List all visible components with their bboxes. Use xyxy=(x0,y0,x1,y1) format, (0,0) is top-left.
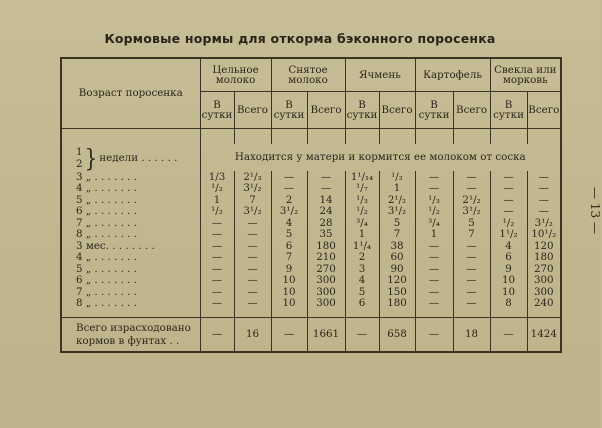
row-value: — xyxy=(490,171,527,183)
header-total: Всего xyxy=(379,92,415,129)
row-value: — xyxy=(200,252,234,264)
row-value: — xyxy=(415,286,453,298)
row-value: ¹/₂ xyxy=(415,206,453,218)
total-value: 1424 xyxy=(527,318,561,353)
row-value: 5 xyxy=(453,217,490,229)
row-value: — xyxy=(415,275,453,287)
row-value: 6 xyxy=(490,252,527,264)
header-group-potato: Картофель xyxy=(415,58,490,92)
page-title: Кормовые нормы для откорма бэконного поросенка xyxy=(104,31,496,46)
row-age: 3 „ . . . . . . . xyxy=(61,171,200,183)
row-value: ¹/₇ xyxy=(345,183,379,195)
row-value: 10 xyxy=(271,286,307,298)
total-value: — xyxy=(345,318,379,353)
total-value: — xyxy=(200,318,234,353)
row-value: 180 xyxy=(379,298,415,310)
table-row xyxy=(61,298,561,310)
header-per-day: В сутки xyxy=(200,92,234,129)
header-per-day: В сутки xyxy=(345,92,379,129)
row-value: — xyxy=(200,240,234,252)
row-value: — xyxy=(453,240,490,252)
table-row xyxy=(61,240,561,252)
row-value: 3¹/₂ xyxy=(453,206,490,218)
row-value: 1/3 xyxy=(200,171,234,183)
row-value: — xyxy=(415,252,453,264)
row-value: 180 xyxy=(527,252,561,264)
table-row xyxy=(61,275,561,287)
table-row xyxy=(61,263,561,275)
weeks-age-cell: 1 2 } недели . . . . . . xyxy=(61,144,200,171)
row-value: 180 xyxy=(307,240,345,252)
row-age: 5 „ . . . . . . . xyxy=(61,263,200,275)
row-value: 24 xyxy=(307,206,345,218)
row-value: — xyxy=(490,206,527,218)
row-value: — xyxy=(200,217,234,229)
row-value: — xyxy=(453,298,490,310)
row-value: 270 xyxy=(307,263,345,275)
row-value: 3¹/₂ xyxy=(379,206,415,218)
table-row xyxy=(61,194,561,206)
row-value: 3¹/₂ xyxy=(234,206,271,218)
row-value: 3¹/₂ xyxy=(234,183,271,195)
row-value: — xyxy=(453,263,490,275)
spacer-row xyxy=(61,309,561,318)
table-row xyxy=(61,206,561,218)
row-value: 2¹/₃ xyxy=(234,171,271,183)
total-value: 18 xyxy=(453,318,490,353)
table-row xyxy=(61,286,561,298)
spacer-row xyxy=(61,129,561,145)
row-value: 10 xyxy=(490,286,527,298)
row-age: 7 „ . . . . . . . xyxy=(61,286,200,298)
total-label: Всего израсходовано кормов в фунтах . . xyxy=(61,318,200,353)
row-value: — xyxy=(490,194,527,206)
row-value: 9 xyxy=(490,263,527,275)
row-value: — xyxy=(453,275,490,287)
row-value: 1¹/₄ xyxy=(345,240,379,252)
row-value: 2¹/₂ xyxy=(453,194,490,206)
row-value: ³/₄ xyxy=(345,217,379,229)
total-value: — xyxy=(415,318,453,353)
header-total: Всего xyxy=(527,92,561,129)
row-value: ¹/₃ xyxy=(415,194,453,206)
row-value: — xyxy=(415,183,453,195)
table-row xyxy=(61,252,561,264)
row-value: 6 xyxy=(345,298,379,310)
header-group-whole-milk: Цельное молоко xyxy=(200,58,271,92)
table-row xyxy=(61,229,561,241)
row-value: 5 xyxy=(345,286,379,298)
row-value: 7 xyxy=(271,252,307,264)
row-value: ¹/₂ xyxy=(345,206,379,218)
row-value: 120 xyxy=(527,240,561,252)
row-value: 4 xyxy=(271,217,307,229)
row-value: ¹/₂ xyxy=(379,171,415,183)
row-value: 1 xyxy=(200,194,234,206)
row-value: 150 xyxy=(379,286,415,298)
row-value: 4 xyxy=(345,275,379,287)
row-value: — xyxy=(415,298,453,310)
row-value: 10 xyxy=(271,298,307,310)
row-value: 3¹/₂ xyxy=(271,206,307,218)
row-age: 6 „ . . . . . . . xyxy=(61,206,200,218)
header-per-day: В сутки xyxy=(415,92,453,129)
row-value: — xyxy=(234,286,271,298)
header-group-beet-carrot: Свекла или морковь xyxy=(490,58,561,92)
header-total: Всего xyxy=(234,92,271,129)
row-value: — xyxy=(271,171,307,183)
row-value: — xyxy=(307,171,345,183)
row-value: 7 xyxy=(453,229,490,241)
row-value: — xyxy=(200,275,234,287)
header-per-day: В сутки xyxy=(490,92,527,129)
total-value: 658 xyxy=(379,318,415,353)
total-value: — xyxy=(271,318,307,353)
row-value: 1 xyxy=(415,229,453,241)
row-value: 3 xyxy=(345,263,379,275)
row-value: — xyxy=(234,229,271,241)
header-total: Всего xyxy=(453,92,490,129)
row-age: 7 „ . . . . . . . xyxy=(61,217,200,229)
row-value: 1¹/₁₄ xyxy=(345,171,379,183)
row-value: — xyxy=(415,263,453,275)
row-value: 5 xyxy=(379,217,415,229)
total-value: 16 xyxy=(234,318,271,353)
row-value: 10 xyxy=(271,275,307,287)
row-age: 3 мес. . . . . . . . xyxy=(61,240,200,252)
row-value: — xyxy=(200,286,234,298)
row-value: — xyxy=(200,263,234,275)
row-value: — xyxy=(234,252,271,264)
table-row xyxy=(61,171,561,183)
row-value: 10¹/₂ xyxy=(527,229,561,241)
row-value: — xyxy=(271,183,307,195)
row-age: 4 „ . . . . . . . xyxy=(61,183,200,195)
table-row xyxy=(61,217,561,229)
row-value: 4 xyxy=(490,240,527,252)
row-value: — xyxy=(234,275,271,287)
row-value: 38 xyxy=(379,240,415,252)
row-age: 6 „ . . . . . . . xyxy=(61,275,200,287)
row-age: 5 „ . . . . . . . xyxy=(61,194,200,206)
row-age: 4 „ . . . . . . . xyxy=(61,252,200,264)
row-value: 2¹/₂ xyxy=(379,194,415,206)
row-value: — xyxy=(415,171,453,183)
row-value: 2 xyxy=(271,194,307,206)
row-age: 8 „ . . . . . . . xyxy=(61,229,200,241)
row-value: — xyxy=(453,252,490,264)
row-value: — xyxy=(200,298,234,310)
header-total: Всего xyxy=(307,92,345,129)
header-group-barley: Ячмень xyxy=(345,58,415,92)
row-value: ¹/₂ xyxy=(200,206,234,218)
row-value: — xyxy=(453,286,490,298)
row-value: 3¹/₂ xyxy=(527,217,561,229)
row-value: — xyxy=(527,183,561,195)
row-value: 8 xyxy=(490,298,527,310)
row-value: — xyxy=(200,229,234,241)
row-value: 300 xyxy=(307,286,345,298)
header-age: Возраст поросенка xyxy=(61,58,200,129)
row-value: — xyxy=(527,194,561,206)
total-value: — xyxy=(490,318,527,353)
row-value: 2 xyxy=(345,252,379,264)
row-value: 90 xyxy=(379,263,415,275)
row-value: 28 xyxy=(307,217,345,229)
row-value: 6 xyxy=(271,240,307,252)
row-value: 5 xyxy=(271,229,307,241)
row-value: 210 xyxy=(307,252,345,264)
total-value: 1661 xyxy=(307,318,345,353)
weeks-notice: Находится у матери и кормится ее молоком от соска xyxy=(200,144,561,171)
row-value: 270 xyxy=(527,263,561,275)
table-row xyxy=(61,183,561,195)
row-age: 8 „ . . . . . . . xyxy=(61,298,200,310)
row-value: 9 xyxy=(271,263,307,275)
header-group-skim-milk: Снятое молоко xyxy=(271,58,345,92)
row-value: ¹/₂ xyxy=(490,217,527,229)
row-value: — xyxy=(527,206,561,218)
row-value: — xyxy=(453,171,490,183)
header-per-day: В сутки xyxy=(271,92,307,129)
row-value: — xyxy=(490,183,527,195)
row-value: 120 xyxy=(379,275,415,287)
row-value: — xyxy=(453,183,490,195)
page-number: — 13 — xyxy=(588,186,602,234)
row-value: — xyxy=(307,183,345,195)
row-value: — xyxy=(234,263,271,275)
row-value: 1 xyxy=(345,229,379,241)
row-value: ³/₄ xyxy=(415,217,453,229)
row-value: 300 xyxy=(307,298,345,310)
row-value: ¹/₃ xyxy=(345,194,379,206)
row-value: 300 xyxy=(307,275,345,287)
row-value: 1¹/₂ xyxy=(490,229,527,241)
row-value: — xyxy=(234,217,271,229)
row-value: — xyxy=(234,240,271,252)
row-value: 7 xyxy=(379,229,415,241)
row-value: 7 xyxy=(234,194,271,206)
total-row xyxy=(61,318,561,353)
row-value: 35 xyxy=(307,229,345,241)
row-value: — xyxy=(415,240,453,252)
row-value: ¹/₂ xyxy=(200,183,234,195)
row-value: 14 xyxy=(307,194,345,206)
row-value: 10 xyxy=(490,275,527,287)
row-value: 60 xyxy=(379,252,415,264)
row-value: 1 xyxy=(379,183,415,195)
row-value: 300 xyxy=(527,286,561,298)
row-value: 300 xyxy=(527,275,561,287)
row-value: 240 xyxy=(527,298,561,310)
weeks-row xyxy=(61,144,561,171)
row-value: — xyxy=(234,298,271,310)
feeding-norms-table xyxy=(60,57,562,353)
row-value: — xyxy=(527,171,561,183)
